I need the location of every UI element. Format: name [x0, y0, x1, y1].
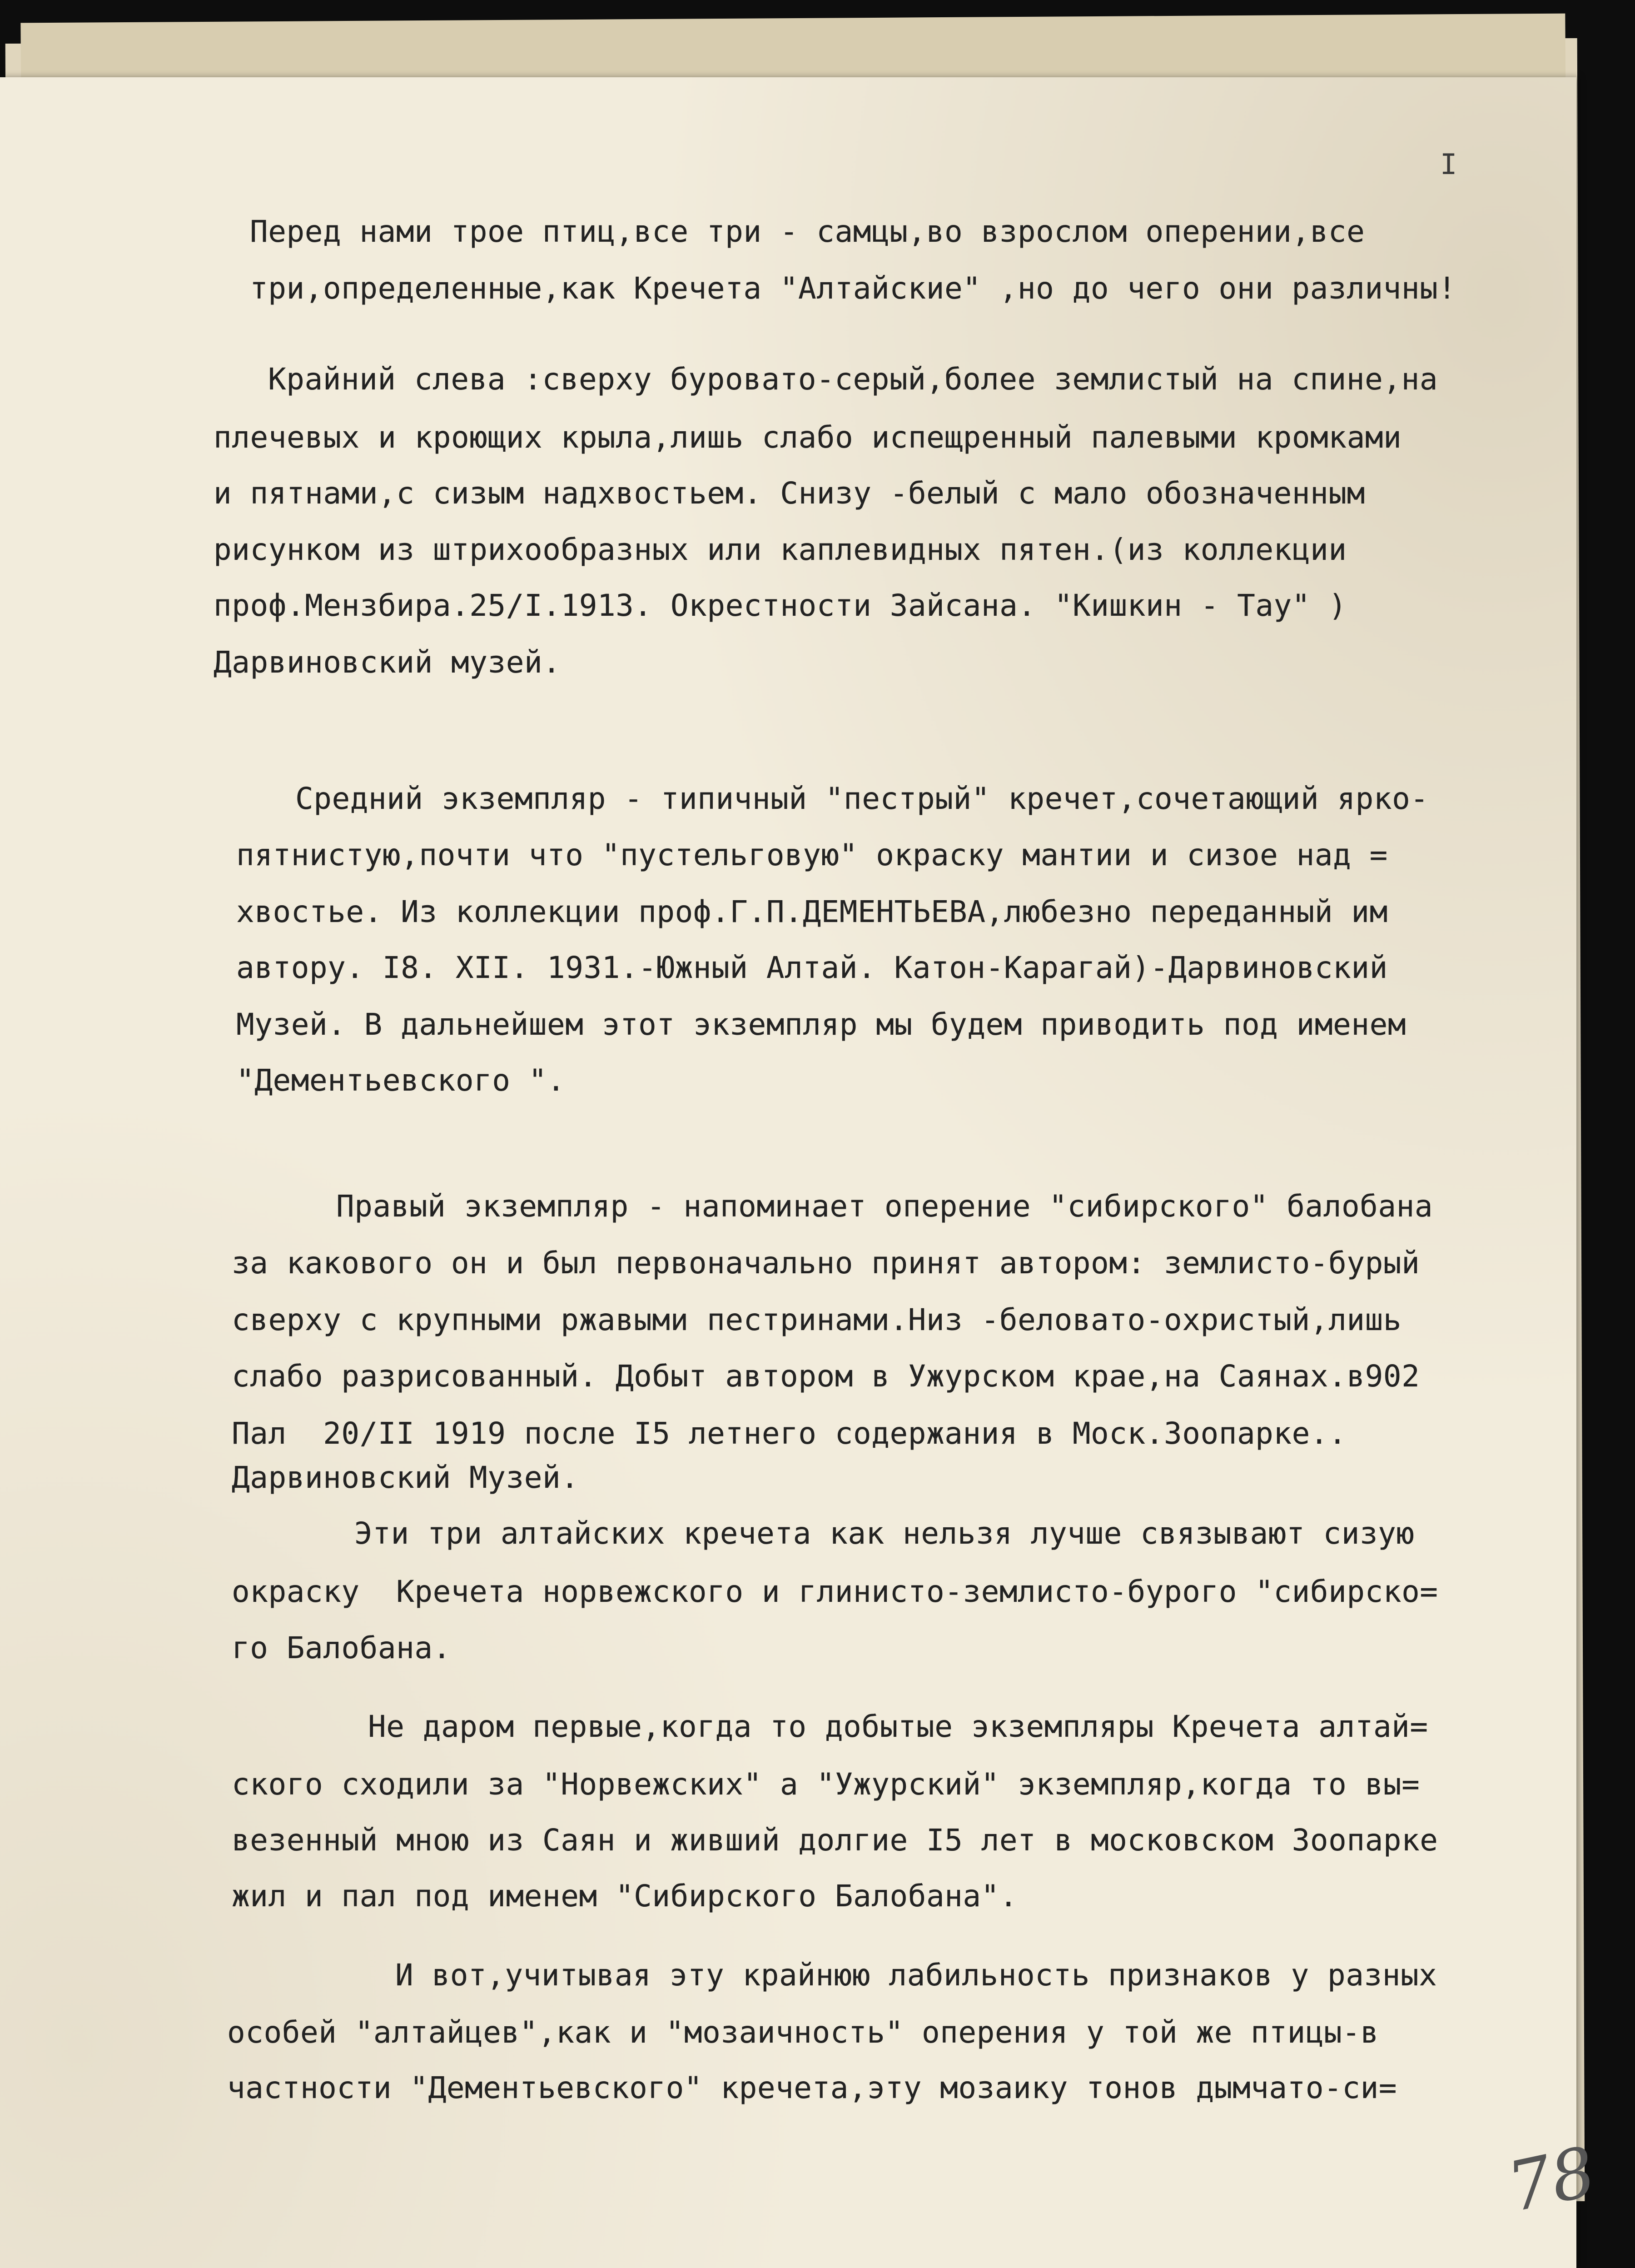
text-line: Крайний слева :сверху буровато-серый,более землистый на спине,на — [268, 362, 1438, 397]
text-line: жил и пал под именем "Сибирского Балобана". — [232, 1879, 1018, 1914]
text-line: и пятнами,с сизым надхвостьем. Снизу -белый с мало обозначенным — [214, 476, 1365, 511]
text-line: слабо разрисованный. Добыт автором в Ужурском крае,на Саянах.в902 — [232, 1359, 1420, 1394]
text-line: автору. I8. XII. 1931.-Южный Алтай. Катон-Карагай)-Дарвиновский — [236, 950, 1388, 985]
text-line: Пал 20/II 1919 после I5 летнего содержания в Моск.Зоопарке.. — [232, 1416, 1347, 1451]
page-number: I — [1440, 148, 1457, 181]
text-line: Правый экземпляр - напоминает оперение "сибирского" балобана — [336, 1189, 1433, 1224]
text-line: Перед нами трое птиц,все три - самцы,во взрослом оперении,все — [250, 214, 1365, 249]
text-line: Не даром первые,когда то добытые экземпляры Кречета алтай= — [368, 1709, 1428, 1744]
handwritten-folio-number: 78 — [1501, 2132, 1602, 2228]
text-line: три,определенные,как Кречета "Алтайские" ,но до чего они различны! — [250, 271, 1456, 306]
text-line: Средний экземпляр - типичный "пестрый" кречет,сочетающий ярко- — [295, 781, 1429, 816]
text-line: особей "алтайцев",как и "мозаичность" оперения у той же птицы-в — [227, 2015, 1379, 2050]
text-line: Дарвиновский музей. — [214, 645, 561, 680]
text-line: рисунком из штрихообразных или каплевидных пятен.(из коллекции — [214, 532, 1347, 567]
text-line: "Дементьевского ". — [236, 1063, 566, 1098]
text-line: Музей. В дальнейшем этот экземпляр мы будем приводить под именем — [236, 1007, 1406, 1042]
text-line: И вот,учитывая эту крайнюю лабильность признаков у разных — [395, 1958, 1437, 1993]
text-line: за каковогo он и был первоначально принят автором: землисто-бурый — [232, 1246, 1420, 1281]
text-line: сверху с крупными ржавыми пестринами.Низ -беловато-охристый,лишь — [232, 1302, 1402, 1337]
text-line: проф.Мензбира.25/I.1913. Окрестности Зайсана. "Кишкин - Тау" ) — [214, 588, 1347, 623]
text-line: частности "Дементьевского" кречета,эту мозаику тонов дымчато-си= — [227, 2070, 1397, 2105]
typewritten-page — [0, 77, 1602, 2268]
text-line: Эти три алтайских кречета как нельзя лучше связывают сизую — [354, 1516, 1415, 1551]
text-line: го Балобана. — [232, 1630, 451, 1665]
text-line: плечевых и кроющих крыла,лишь слабо испещренный палевыми кромками — [214, 420, 1402, 455]
text-line: везенный мною из Саян и живший долгие I5 лет в московском Зоопарке — [232, 1823, 1438, 1858]
text-line: Дарвиновский Музей. — [232, 1460, 579, 1495]
body-text — [0, 77, 1576, 2268]
text-line: пятнистую,почти что "пустельговую" окраску мантии и сизое над = — [236, 837, 1388, 872]
text-line: хвостье. Из коллекции проф.Г.П.ДЕМЕНТЬЕВА,любезно переданный им — [236, 894, 1388, 929]
text-line: окраску Кречета норвежского и глинисто-землисто-бурого "сибирско= — [232, 1574, 1438, 1609]
text-line: ского сходили за "Норвежских" а "Ужурский" экземпляр,когда то вы= — [232, 1767, 1420, 1802]
